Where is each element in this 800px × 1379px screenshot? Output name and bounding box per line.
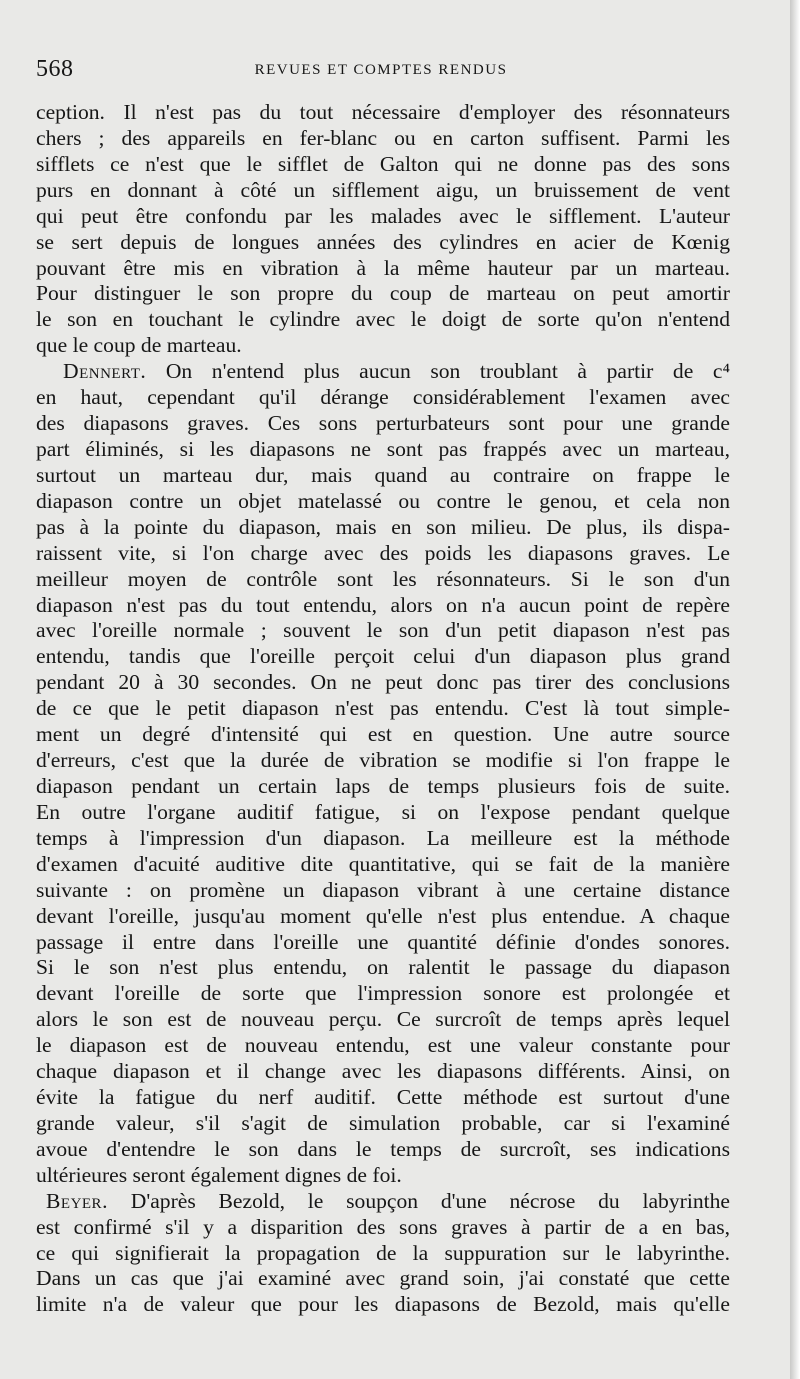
text-line: grande valeur, s'il s'agit de simulation probable, car si l'examiné [36, 1110, 730, 1135]
text-line: se sert depuis de longues années des cylindres en acier de Kœnig [36, 229, 730, 254]
text-line: chaque diapason et il change avec les diapasons différents. Ainsi, on [36, 1059, 730, 1084]
text-line: le son en touchant le cylindre avec le doigt de sorte qu'on n'entend [36, 307, 730, 332]
paragraph [36, 100, 730, 359]
text-line: suivante : on promène un diapason vibrant à une certaine distance [36, 877, 730, 902]
text-line: est confirmé s'il y a disparition des sons graves à partir de a en bas, [36, 1214, 730, 1239]
page-edge [790, 0, 800, 1379]
text-run: On n'entend plus aucun son troublant à partir de c⁴ [165, 359, 730, 384]
body-text [36, 100, 730, 1318]
text-line: ment un degré d'intensité qui est en question. Une autre source [36, 722, 730, 747]
text-line: d'erreurs, c'est que la durée de vibration se modifie si l'on frappe le [36, 748, 730, 773]
text-line: pendant 20 à 30 secondes. On ne peut donc pas tirer des conclusions [36, 670, 730, 695]
text-line: surtout un marteau dur, mais quand au contraire on frappe le [36, 462, 730, 487]
text-line: des diapasons graves. Ces sons perturbateurs sont pour une grande [36, 411, 730, 436]
text-line: meilleur moyen de contrôle sont les résonnateurs. Si le son d'un [36, 566, 730, 591]
text-line [36, 1189, 730, 1215]
text-line: part éliminés, si les diapasons ne sont pas frappés avec un marteau, [36, 436, 730, 461]
text-line: limite n'a de valeur que pour les diapasons de Bezold, mais qu'elle [36, 1292, 730, 1317]
text-line: sifflets ce n'est que le sifflet de Galton qui ne donne pas des sons [36, 151, 730, 176]
text-line: chers ; des appareils en fer-blanc ou en carton suffisent. Parmi les [36, 125, 730, 150]
text-line: évite la fatigue du nerf auditif. Cette méthode est surtout d'une [36, 1085, 730, 1110]
author-name: Dennert. [63, 359, 147, 384]
running-head [36, 56, 726, 86]
text-line: diapason contre un objet matelassé ou contre le genou, et cela non [36, 488, 730, 513]
text-line: purs en donnant à côté un sifflement aigu, un bruissement de vent [36, 177, 730, 202]
text-line: pas à la pointe du diapason, mais en son milieu. De plus, ils dispa- [36, 514, 730, 539]
text-line: ultérieures seront également dignes de foi. [36, 1162, 402, 1187]
text-line: diapason pendant un certain laps de temps plusieurs fois de suite. [36, 773, 730, 798]
text-line: raissent vite, si l'on charge avec des poids les diapasons graves. Le [36, 540, 730, 565]
text-line: d'examen d'acuité auditive dite quantitative, qui se fait de la manière [36, 851, 730, 876]
text-line: alors le son est de nouveau perçu. Ce surcroît de temps après lequel [36, 1007, 730, 1032]
author-name: Beyer. [46, 1188, 108, 1213]
text-line: temps à l'impression d'un diapason. La meilleure est la méthode [36, 825, 730, 850]
text-line: avec l'oreille normale ; souvent le son d'un petit diapason n'est pas [36, 618, 730, 643]
text-line: qui peut être confondu par les malades avec le sifflement. L'auteur [36, 203, 730, 228]
text-line: Si le son n'est plus entendu, on ralentit le passage du diapason [36, 955, 730, 980]
text-line: devant l'oreille, jusqu'au moment qu'elle n'est plus entendue. A chaque [36, 903, 730, 928]
text-line: Pour distinguer le son propre du coup de marteau on peut amortir [36, 281, 730, 306]
text-line: ce qui signifierait la propagation de la suppuration sur le labyrinthe. [36, 1240, 730, 1265]
paragraph [36, 359, 730, 1189]
text-line: En outre l'organe auditif fatigue, si on l'expose pendant quelque [36, 799, 730, 824]
text-line: de ce que le petit diapason n'est pas entendu. C'est là tout simple- [36, 696, 730, 721]
text-line: passage il entre dans l'oreille une quantité définie d'ondes sonores. [36, 929, 730, 954]
text-line: entendu, tandis que l'oreille perçoit celui d'un diapason plus grand [36, 644, 730, 669]
text-line [36, 359, 730, 385]
text-line: pouvant être mis en vibration à la même hauteur par un marteau. [36, 255, 730, 280]
text-line: en haut, cependant qu'il dérange considérablement l'examen avec [36, 385, 730, 410]
running-head-title: REVUES ET COMPTES RENDUS [254, 62, 508, 78]
text-line: devant l'oreille de sorte que l'impression sonore est prolongée et [36, 981, 730, 1006]
text-line: que le coup de marteau. [36, 333, 242, 358]
text-line: diapason n'est pas du tout entendu, alors on n'a aucun point de repère [36, 592, 730, 617]
paragraph [36, 1189, 730, 1319]
text-line: le diapason est de nouveau entendu, est une valeur constante pour [36, 1033, 730, 1058]
text-line: ception. Il n'est pas du tout nécessaire d'employer des résonnateurs [36, 100, 730, 124]
text-run: D'après Bezold, le soupçon d'une nécrose du labyrinthe [130, 1188, 730, 1213]
page-number: 568 [36, 56, 74, 82]
text-line: Dans un cas que j'ai examiné avec grand soin, j'ai constaté que cette [36, 1266, 730, 1291]
text-line: avoue d'entendre le son dans le temps de surcroît, ses indications [36, 1136, 730, 1161]
